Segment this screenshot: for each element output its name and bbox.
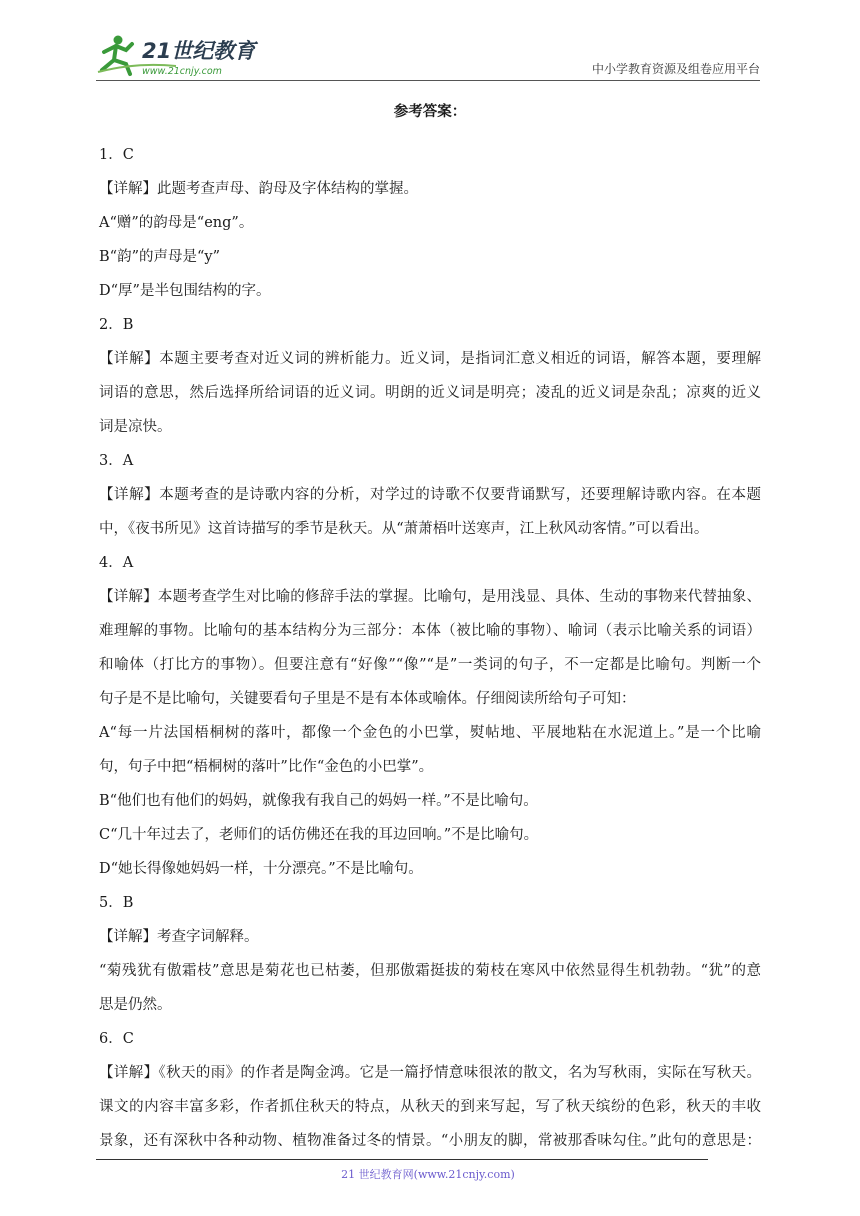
text-line: A“每一片法国梧桐树的落叶，都像一个金色的小巴掌，熨帖地、平展地粘在水泥道上。”是一个比喻 [99,725,761,741]
header-divider [96,80,760,81]
text-line: 2．B [99,317,134,333]
text-line: 4．A [99,555,134,571]
text-line: B“韵”的声母是“y” [99,249,220,265]
text-line: 景象，还有深秋中各种动物、植物准备过冬的情景。“小朋友的脚，常被那香味勾住。”此句的意思是： [99,1133,761,1149]
text-line: 难理解的事物。比喻句的基本结构分为三部分：本体（被比喻的事物）、喻词（表示比喻关系的词语） [99,623,761,639]
text-line: 思是仍然。 [99,997,172,1013]
answer-lines [99,138,761,1158]
text-line: 【详解】考查字词解释。 [99,929,259,945]
header-platform-text: 中小学教育资源及组卷应用平台 [591,62,760,76]
text-line: 和喻体（打比方的事物）。但要注意有“好像”“像”“是”一类词的句子，不一定都是比喻句。判断一个 [99,657,761,673]
text-line: A“赠”的韵母是“eng”。 [99,215,254,231]
page-header [96,28,760,80]
text-line: 句子是不是比喻句，关键要看句子里是不是有本体或喻体。仔细阅读所给句子可知： [99,691,636,707]
footer-text[interactable]: 21 世纪教育网(www.21cnjy.com) [341,1168,515,1181]
text-line: D“厚”是半包围结构的字。 [99,283,271,299]
footer-divider [96,1159,708,1160]
text-line: C“几十年过去了，老师们的话仿佛还在我的耳边回响。”不是比喻句。 [99,827,539,843]
logo-text: 21世纪教育 [142,39,256,63]
text-line: 【详解】本题考查学生对比喻的修辞手法的掌握。比喻句，是用浅显、具体、生动的事物来代替抽象、 [99,589,761,605]
page-title: 参考答案： [393,103,467,120]
text-line: 课文的内容丰富多彩，作者抓住秋天的特点，从秋天的到来写起，写了秋天缤纷的色彩，秋天的丰收 [99,1099,761,1115]
text-line: “菊残犹有傲霜枝”意思是菊花也已枯萎，但那傲霜挺拔的菊枝在寒风中依然显得生机勃勃。“犹”的意 [99,963,761,979]
text-line: 中，《夜书所见》这首诗描写的季节是秋天。从“萧萧梧叶送寒声，江上秋风动客情。”可以看出。 [99,521,709,537]
text-line: 【详解】《秋天的雨》的作者是陶金鸿。它是一篇抒情意味很浓的散文，名为写秋雨，实际在写秋天。 [99,1065,761,1081]
answer-content [99,98,761,1158]
text-line: 【详解】本题考查的是诗歌内容的分析，对学过的诗歌不仅要背诵默写，还要理解诗歌内容。在本题 [99,487,761,503]
text-line: 5．B [99,895,134,911]
text-line: 3．A [99,453,134,469]
text-line: B“他们也有他们的妈妈，就像我有我自己的妈妈一样。”不是比喻句。 [99,793,538,809]
text-line: 1．C [99,147,134,163]
logo-21cnjy[interactable] [96,32,266,78]
text-line: 词语的意思，然后选择所给词语的近义词。明朗的近义词是明亮；凌乱的近义词是杂乱；凉爽的近义 [99,385,761,401]
text-line: 6．C [99,1031,134,1047]
text-line: D“她长得像她妈妈一样，十分漂亮。”不是比喻句。 [99,861,423,877]
text-line: 句，句子中把“梧桐树的落叶”比作“金色的小巴掌”。 [99,759,434,775]
text-line: 词是凉快。 [99,419,172,435]
text-line: 【详解】此题考查声母、韵母及字体结构的掌握。 [99,181,418,197]
logo-url: www.21cnjy.com [142,66,222,77]
text-line: 【详解】本题主要考查对近义词的辨析能力。近义词，是指词汇意义相近的词语，解答本题，要理解 [99,351,761,367]
